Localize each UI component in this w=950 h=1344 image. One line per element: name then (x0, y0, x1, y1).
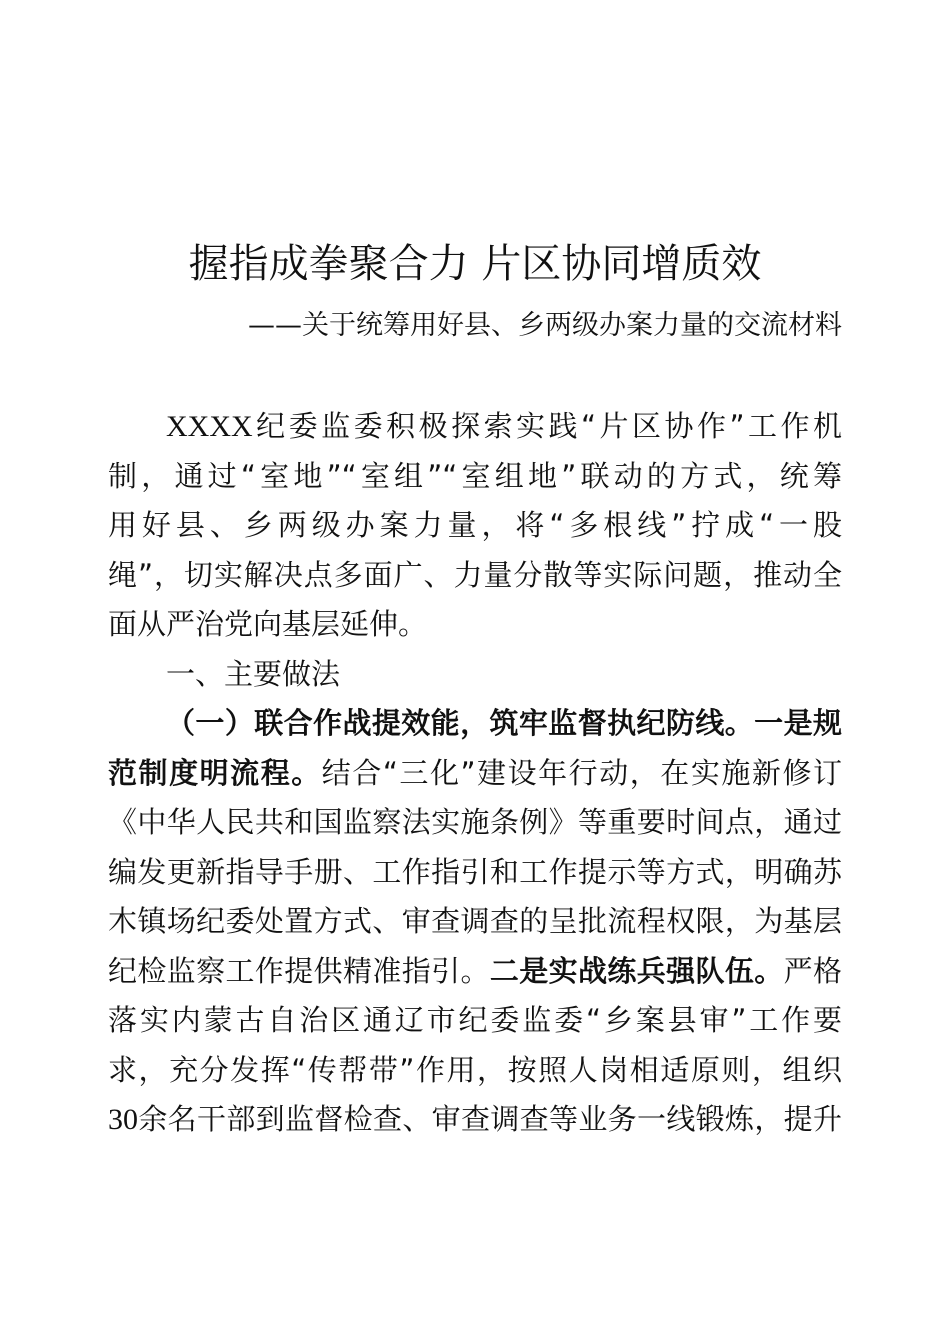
paragraph-line (108, 798, 842, 848)
text-run: 纪检监察工作提供精准指引。 (108, 953, 490, 988)
text-run-bold: （一）联合作战提效能，筑牢监督执纪防线。一是规 (166, 706, 842, 740)
paragraph-line (108, 947, 842, 997)
paragraph-line (108, 551, 842, 601)
paragraph-line (108, 452, 842, 502)
text-run: XXXX (166, 410, 253, 443)
text-run: 一、主要做法 (166, 656, 341, 691)
document-body (108, 402, 842, 1145)
text-run: 严格 (783, 953, 842, 988)
paragraph-line (108, 402, 842, 452)
text-run: 编发更新指导手册、工作指引和工作提示等方式，明确苏 (108, 854, 842, 889)
paragraph-line (108, 501, 842, 551)
paragraph-line (108, 897, 842, 947)
document-subtitle: ——关于统筹用好县、乡两级办案力量的交流材料 (248, 310, 842, 341)
text-run: 绳”，切实解决点多面广、力量分散等实际问题，推动全 (108, 557, 842, 592)
text-run: 求，充分发挥“传帮带”作用，按照人岗相适原则，组织 (108, 1052, 842, 1087)
text-run: 结合“三化”建设年行动，在实施新修订 (321, 755, 842, 790)
text-run: 木镇场纪委处置方式、审查调查的呈批流程权限，为基层 (108, 904, 842, 938)
text-run: 30 (108, 1103, 138, 1136)
text-run: 制，通过“室地”“室组”“室组地”联动的方式，统筹 (108, 458, 842, 493)
text-run: 落实内蒙古自治区通辽市纪委监委“乡案县审”工作要 (108, 1003, 842, 1037)
document-title: 握指成拳聚合力 片区协同增质效 (188, 241, 762, 287)
text-run: 《中华人民共和国监察法实施条例》等重要时间点，通过 (108, 805, 842, 839)
text-run-bold: 二是实战练兵强队伍。 (489, 953, 784, 988)
text-run: 纪委监委积极探索实践“片区协作”工作机 (252, 409, 842, 443)
text-run: 面从严治党向基层延伸。 (108, 607, 428, 641)
text-run-bold: 范制度明流程。 (108, 755, 322, 790)
paragraph-line (108, 1046, 842, 1096)
paragraph-line (108, 600, 842, 650)
text-run: 用好县、乡两级办案力量，将“多根线”拧成“一股 (108, 508, 842, 542)
paragraph-line (108, 699, 842, 749)
section-heading (108, 650, 842, 700)
paragraph-line (108, 996, 842, 1046)
paragraph-line (108, 1095, 842, 1145)
paragraph-line (108, 749, 842, 799)
text-run: 余名干部到监督检查、审查调查等业务一线锻炼，提升 (138, 1102, 842, 1136)
paragraph-line (108, 848, 842, 898)
